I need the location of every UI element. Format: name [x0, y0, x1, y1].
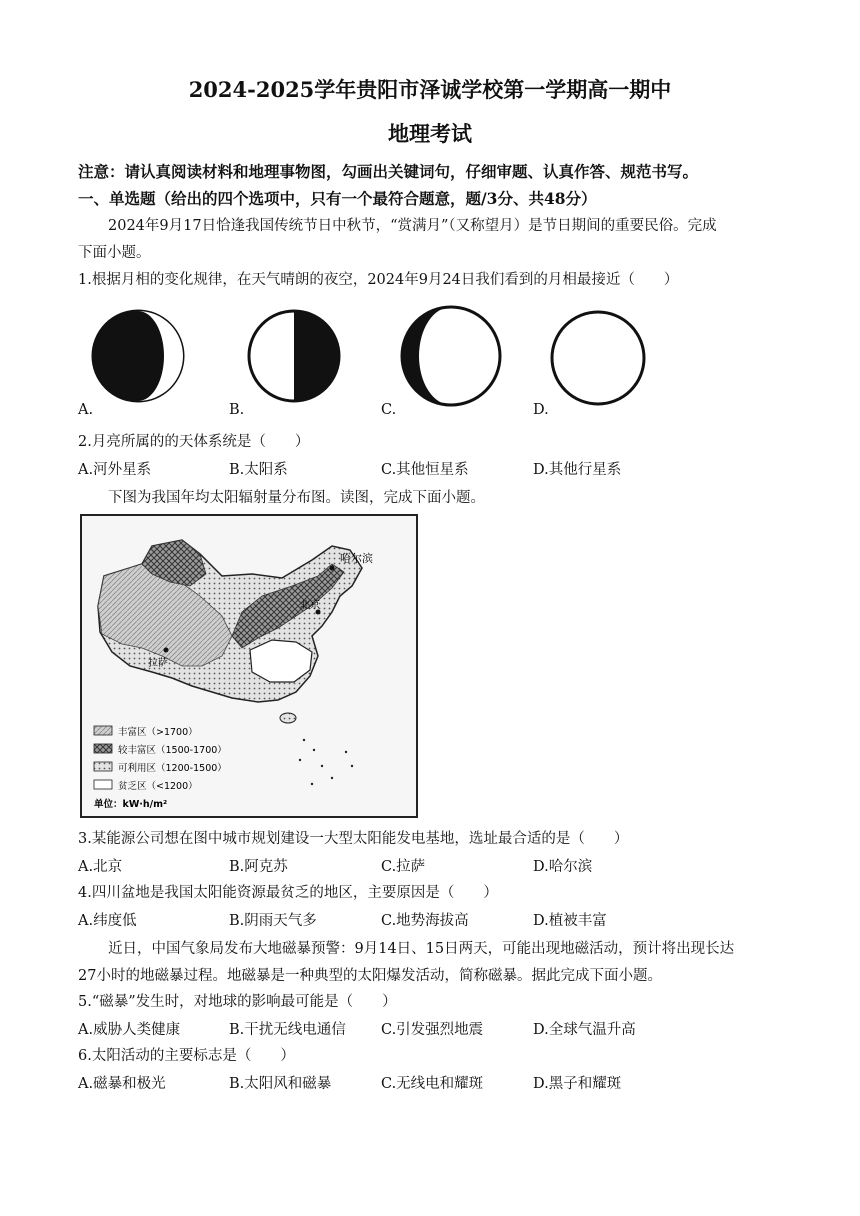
q6-option-c[interactable]: C.无线电和耀斑: [381, 1076, 484, 1092]
q5-option-a[interactable]: A.威胁人类健康: [78, 1022, 181, 1038]
section-heading: 一、单选题（给出的四个选项中，只有一个最符合题意，题/3分、共48分）: [78, 189, 597, 208]
legend-relatively-rich: 较丰富区（1500-1700）: [118, 745, 227, 756]
intro-paragraph-3b: 27小时的地磁暴过程。地磁暴是一种典型的太阳爆发活动，简称磁暴。据此完成下面小题。: [78, 968, 662, 984]
q2-option-c[interactable]: C.其他恒星系: [381, 462, 469, 478]
legend-usable: 可利用区（1200-1500）: [118, 763, 227, 774]
q4-option-b[interactable]: B.阴雨天气多: [229, 913, 317, 929]
exam-title: 2024-2025学年贵阳市泽诚学校第一学期高一期中: [188, 77, 672, 102]
q1-option-a[interactable]: A.: [78, 402, 94, 418]
q3-option-b[interactable]: B.阿克苏: [229, 859, 288, 875]
moon-phase-b-icon[interactable]: [244, 303, 344, 411]
question-4-stem: 4.四川盆地是我国太阳能资源最贫乏的地区，主要原因是（ ）: [78, 885, 498, 901]
q1-option-b[interactable]: B.: [229, 402, 245, 418]
q3-option-a[interactable]: A.北京: [78, 859, 123, 875]
q4-option-c[interactable]: C.地势海拔高: [381, 913, 469, 929]
question-1-stem: 1.根据月相的变化规律，在天气晴朗的夜空，2024年9月24日我们看到的月相最接近（ ）: [78, 272, 679, 288]
q1-option-d[interactable]: D.: [533, 402, 549, 418]
intro-paragraph-1a: 2024年9月17日恰逢我国传统节日中秋节，“赏满月”（又称望月）是节日期间的重要民俗。完成: [108, 218, 717, 234]
moon-phase-a-icon[interactable]: [90, 303, 186, 411]
q5-option-c[interactable]: C.引发强烈地震: [381, 1022, 484, 1038]
intro-paragraph-2: 下图为我国年均太阳辐射量分布图。读图，完成下面小题。: [108, 490, 485, 506]
q6-option-d[interactable]: D.黑子和耀斑: [533, 1076, 622, 1092]
city-beijing: 北京: [300, 600, 320, 611]
notice: 注意：请认真阅读材料和地理事物图，勾画出关键词句，仔细审题、认真作答、规范书写。: [78, 162, 699, 181]
city-harbin: 哈尔滨: [340, 552, 373, 565]
q2-option-d[interactable]: D.其他行星系: [533, 462, 622, 478]
q4-option-d[interactable]: D.植被丰富: [533, 913, 607, 929]
solar-radiation-map: [80, 514, 418, 818]
city-lhasa: 拉萨: [148, 658, 168, 669]
question-6-stem: 6.太阳活动的主要标志是（ ）: [78, 1048, 295, 1064]
q2-option-a[interactable]: A.河外星系: [78, 462, 152, 478]
q6-option-a[interactable]: A.磁暴和极光: [78, 1076, 166, 1092]
question-2-stem: 2.月亮所属的的天体系统是（ ）: [78, 434, 310, 450]
legend-poor: 贫乏区（<1200）: [118, 781, 198, 792]
q3-option-c[interactable]: C.拉萨: [381, 859, 426, 875]
map-legend: [94, 726, 227, 810]
moon-phase-d-icon[interactable]: [548, 305, 648, 411]
moon-phase-c-icon[interactable]: [396, 303, 506, 411]
q5-option-d[interactable]: D.全球气温升高: [533, 1022, 636, 1038]
intro-paragraph-3a: 近日，中国气象局发布大地磁暴预警：9月14日、15日两天，可能出现地磁活动，预计将出现长达: [108, 941, 735, 957]
question-3-stem: 3.某能源公司想在图中城市规划建设一大型太阳能发电基地，选址最合适的是（ ）: [78, 831, 629, 847]
q1-option-c[interactable]: C.: [381, 402, 397, 418]
poor-zone: [250, 640, 312, 682]
q5-option-b[interactable]: B.干扰无线电通信: [229, 1022, 346, 1038]
q2-option-b[interactable]: B.太阳系: [229, 462, 288, 478]
q4-option-a[interactable]: A.纬度低: [78, 913, 137, 929]
q3-option-d[interactable]: D.哈尔滨: [533, 859, 593, 875]
legend-unit: 单位：kW·h/m²: [94, 799, 168, 810]
legend-rich: 丰富区（>1700）: [118, 727, 198, 738]
question-5-stem: 5.“磁暴”发生时，对地球的影响最可能是（ ）: [78, 994, 397, 1010]
intro-paragraph-1b: 下面小题。: [78, 245, 151, 261]
q6-option-b[interactable]: B.太阳风和磁暴: [229, 1076, 332, 1092]
exam-subject: 地理考试: [388, 121, 472, 146]
